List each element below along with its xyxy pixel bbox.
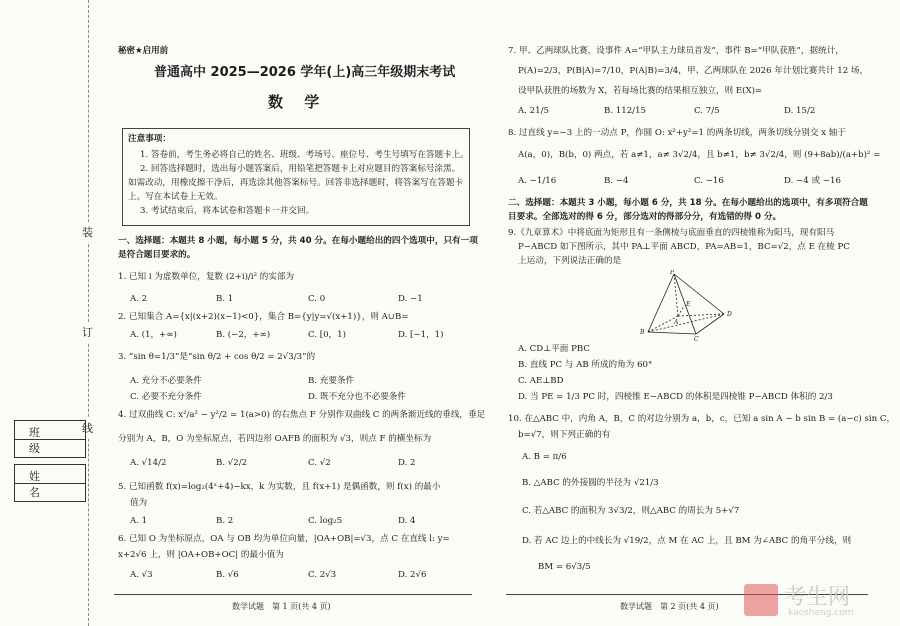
notice-heading: 注意事项：	[128, 134, 171, 144]
secret-mark: 秘密★启用前	[118, 46, 169, 56]
q2-option-d: D. [−1，1)	[398, 330, 444, 340]
question-6-stem: 6. 已知 O 为坐标原点，OA 与 OB 均为单位向量，|OA+OB|=√3，点 C 在直线 l: y=	[118, 534, 450, 544]
q3-option-c: C. 必要不充分条件	[130, 392, 202, 402]
q2-option-b: B. (−2，+∞)	[216, 330, 271, 340]
binding-char-zhuang: 装	[82, 222, 93, 242]
question-7-stem: 7. 甲、乙两球队比赛，设事件 A=“甲队主力球员首发”，事件 B=“甲队获胜”，据统计，	[508, 46, 844, 56]
label-p: P	[670, 270, 675, 276]
label-d: D	[727, 311, 732, 318]
question-8-stem: 8. 过直线 y=−3 上的一动点 P，作圆 O: x²+y²=1 的两条切线，两条切线分别交 x 轴于	[508, 128, 846, 138]
q10-option-b: B. △ABC 的外接圆的半径为 √21/3	[522, 478, 659, 488]
exam-title: 普通高中 2025—2026 学年(上)高三年级期末考试	[154, 65, 456, 80]
q1-option-d: D. −1	[398, 294, 423, 304]
notice-item: 3. 考试结束后，将本试卷和答题卡一并交回。	[140, 206, 315, 216]
question-7-stem-cont: P(A)=2/3，P(B|A)=7/10，P(A|B)=3/4，甲、乙两球队在 2026 年计划比赛共计 12 场，	[518, 66, 869, 76]
q5-option-c: C. log₂5	[308, 516, 343, 526]
question-5-stem: 5. 已知函数 f(x)=log₂(4ˣ+4)−kx，k 为实数，且 f(x+1) 是偶函数，则 f(x) 的最小	[118, 482, 441, 492]
q7-option-d: D. 15/2	[784, 106, 816, 116]
q1-option-b: B. 1	[216, 294, 234, 304]
q9-option-a: A. CD⊥平面 PBC	[518, 344, 590, 354]
q2-option-c: C. [0，1)	[308, 330, 346, 340]
footer-rule-left	[114, 594, 472, 595]
binding-char-xian: 线	[82, 418, 93, 438]
question-9-stem-cont: P−ABCD 如下图所示，其中 PA⊥平面 ABCD，PA=AB=1，BC=√2，点 E 在棱 PC	[518, 242, 850, 252]
q5-option-b: B. 2	[216, 516, 234, 526]
q3-option-b: B. 充要条件	[308, 376, 355, 386]
question-6-stem-cont: x+2√6 上，则 |OA+OB+OC| 的最小值为	[118, 550, 284, 560]
q5-option-a: A. 1	[130, 516, 148, 526]
page-footer-left: 数学试题 第 1 页(共 4 页)	[232, 602, 331, 611]
q4-option-c: C. √2	[308, 458, 331, 468]
edge-pb	[648, 274, 674, 332]
q1-option-a: A. 2	[130, 294, 148, 304]
q6-option-a: A. √3	[130, 570, 153, 580]
question-8-stem-cont: A(a，0)，B(b，0) 两点，若 a≠1，a≠ 3√2/4，且 b≠1，b≠ 3√2/4，则 (9+8ab)/(a+b)² =	[518, 150, 881, 160]
class-box	[14, 420, 86, 458]
watermark-url: kaosheng.com	[788, 608, 854, 618]
q4-option-b: B. √2/2	[216, 458, 248, 468]
segment-ae	[678, 306, 684, 316]
pyramid-figure	[638, 270, 748, 342]
binding-margin	[0, 0, 110, 626]
question-9-stem-cont: 上运动，下列说法正确的是	[518, 256, 622, 266]
question-7-stem-cont: 设甲队获胜的场数为 X，若每场比赛的结果相互独立，则 E(X)=	[518, 86, 763, 96]
q5-option-d: D. 4	[398, 516, 416, 526]
label-c: C	[694, 336, 699, 342]
name-label: 姓 名	[29, 470, 54, 499]
question-10-stem-cont: b=√7，则下列正确的有	[518, 430, 611, 440]
q9-option-b: B. 直线 PC 与 AB 所成的角为 60°	[518, 360, 653, 370]
question-5-stem-cont: 值为	[130, 498, 148, 508]
question-2-stem: 2. 已知集合 A={x|(x+2)(x−1)<0}，集合 B={y|y=√(x+1)}，则 A∪B=	[118, 312, 409, 322]
q10-option-a: A. B = π/6	[522, 452, 567, 462]
watermark-text: 考生网	[784, 585, 851, 610]
notice-item: 1. 答卷前，考生务必将自己的姓名、班级、考场号、座位号、考生号填写在答题卡上。	[140, 150, 469, 160]
section2-heading: 二、选择题：本题共 3 小题，每小题 6 分，共 18 分。在每小题给出的选项中，有多项符合题	[508, 198, 868, 208]
q8-option-a: A. −1/16	[518, 176, 557, 186]
notice-item: 上。写在本试卷上无效。	[128, 192, 223, 202]
label-e: E	[686, 301, 691, 308]
binding-dashed-line	[88, 0, 89, 626]
q10-option-d-cont: BM = 6√3/5	[538, 562, 591, 572]
section2-heading-cont: 目要求。全部选对的得 6 分，部分选对的得部分分，有选错的得 0 分。	[508, 212, 782, 222]
section1-heading-cont: 是符合题目要求的。	[118, 250, 196, 260]
question-4-stem: 4. 过双曲线 C: x²/a² − y²/2 = 1(a>0) 的右焦点 F 分别作双曲线 C 的两条渐近线的垂线，垂足	[118, 410, 486, 420]
q6-option-d: D. 2√6	[398, 570, 427, 580]
binding-char-ding: 订	[82, 322, 93, 342]
q8-option-c: C. −16	[694, 176, 724, 186]
q3-option-d: D. 既不充分也不必要条件	[308, 392, 406, 402]
q9-option-c: C. AE⊥BD	[518, 376, 564, 386]
edge-ad	[678, 314, 724, 316]
class-label: 班 级	[29, 426, 54, 455]
label-a: A	[674, 319, 679, 326]
q1-option-c: C. 0	[308, 294, 326, 304]
q3-option-a: A. 充分不必要条件	[130, 376, 202, 386]
question-1-stem: 1. 已知 i 为虚数单位，复数 (2+i)/i² 的实部为	[118, 272, 295, 282]
q10-option-c: C. 若△ABC 的面积为 3√3/2，则△ABC 的周长为 5+√7	[522, 506, 740, 516]
q8-option-d: D. −4 或 −16	[784, 176, 841, 186]
q7-option-a: A. 21/5	[518, 106, 549, 116]
watermark	[744, 580, 894, 620]
segment-bd	[648, 314, 724, 332]
question-3-stem: 3. “sin θ=1/3”是“sin θ/2 + cos θ/2 = 2√3/3”的	[118, 352, 316, 362]
page-footer-right: 数学试题 第 2 页(共 4 页)	[620, 602, 719, 611]
q8-option-b: B. −4	[604, 176, 629, 186]
question-9-stem: 9.《九章算术》中将底面为矩形且有一条侧棱与底面垂直的四棱锥称为阳马，现有阳马	[508, 228, 835, 238]
q4-option-a: A. √14/2	[130, 458, 167, 468]
section1-heading: 一、选择题：本题共 8 小题，每小题 5 分，共 40 分。在每小题给出的四个选项中，只有一项	[118, 236, 478, 246]
q7-option-b: B. 112/15	[604, 106, 647, 116]
q6-option-b: B. √6	[216, 570, 239, 580]
q4-option-d: D. 2	[398, 458, 416, 468]
edge-cd	[696, 314, 724, 334]
edge-bc	[648, 332, 696, 334]
notice-item: 2. 回答选择题时，选出每小题答案后，用铅笔把答题卡上对应题目的答案标号涂黑。	[140, 164, 461, 174]
name-box	[14, 464, 86, 502]
question-10-stem: 10. 在△ABC 中，内角 A，B，C 的对边分别为 a，b，c，已知 a sin A − b sin B = (a−c) sin C，	[508, 414, 896, 424]
q9-option-d: D. 当 PE = 1/3 PC 时，四棱锥 E−ABCD 的体积是四棱锥 P−ABCD 体积的 2/3	[518, 392, 833, 402]
q2-option-a: A. (1，+∞)	[130, 330, 177, 340]
q6-option-c: C. 2√3	[308, 570, 337, 580]
subject-title: 数 学	[268, 93, 328, 111]
q10-option-d: D. 若 AC 边上的中线长为 √19/2，点 M 在 AC 上，且 BM 为∠ABC 的角平分线，则	[522, 536, 852, 546]
notice-item: 如需改动，用橡皮擦干净后，再选涂其他答案标号。回答非选择题时，将答案写在答题卡	[128, 178, 464, 188]
label-b: B	[640, 329, 645, 336]
q7-option-c: C. 7/5	[694, 106, 720, 116]
watermark-logo-icon	[744, 584, 778, 616]
question-4-stem-cont: 分别为 A，B，O 为坐标原点，若四边形 OAFB 的面积为 √3，则点 F 的横坐标为	[118, 434, 432, 444]
